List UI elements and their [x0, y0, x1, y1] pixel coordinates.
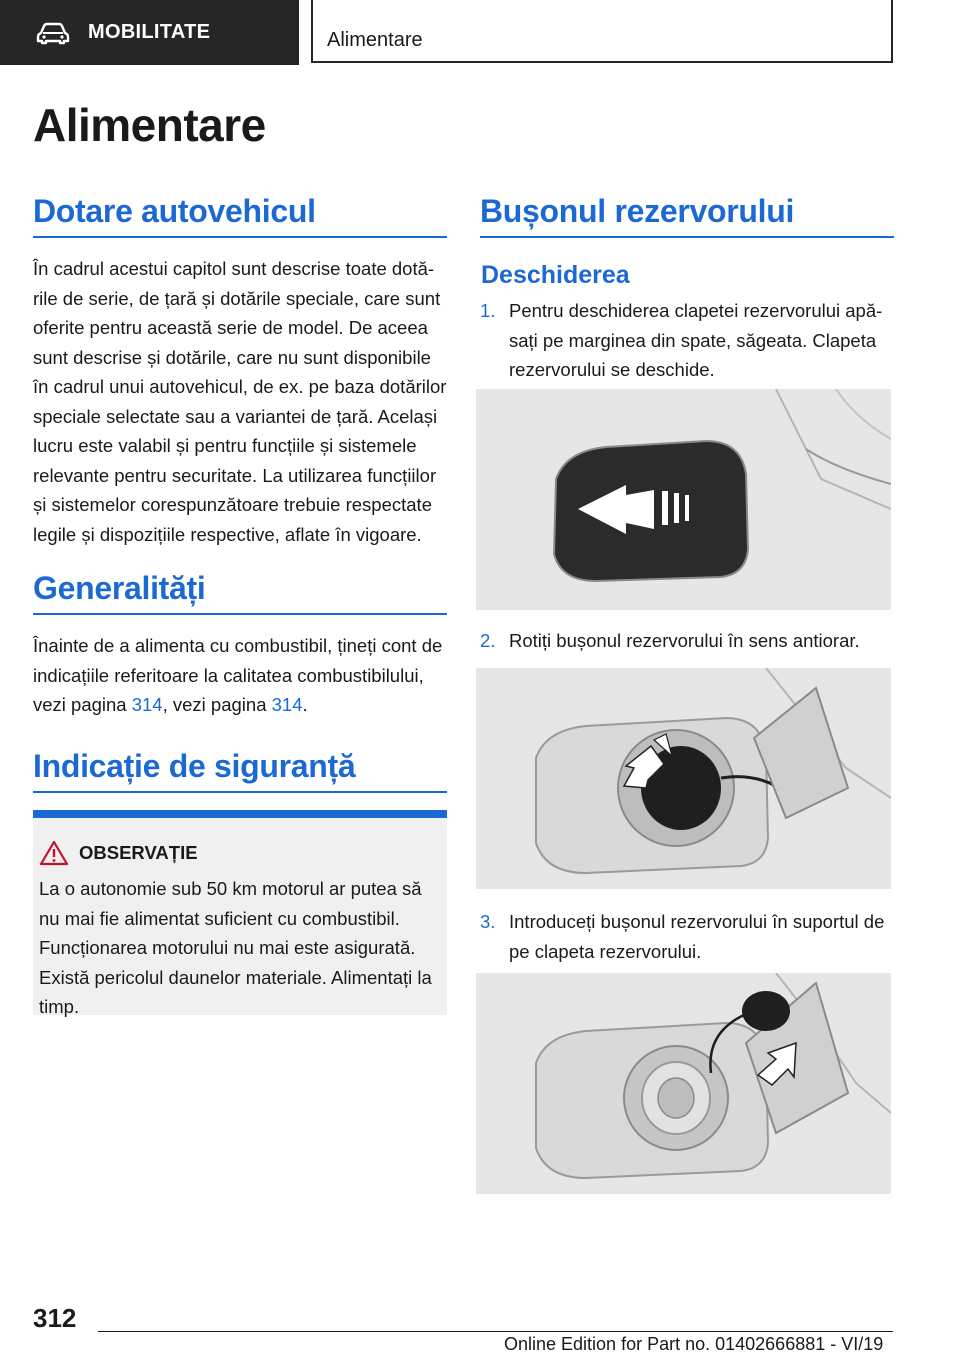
header-chapter-label: Alimentare	[327, 29, 423, 51]
subheading-deschiderea: Deschiderea	[481, 261, 630, 289]
step-number: 3.	[480, 911, 496, 932]
cap-in-holder-illustration	[476, 973, 891, 1194]
fuel-flap-closed-illustration	[476, 389, 891, 610]
step-number: 1.	[480, 300, 496, 321]
notice-text: La o autonomie sub 50 km motorul ar putea să nu mai fie alimentat suficient cu combustibil. Funcționarea motorului nu mai este asigurată. Există pericolul daunelor materiale. Alimentați la timp.	[39, 878, 432, 1017]
paragraph-generalitati	[33, 631, 449, 720]
step-3	[480, 907, 894, 966]
step-number: 2.	[480, 630, 496, 651]
page-link-314[interactable]: 314	[131, 694, 163, 715]
notice-title: OBSERVAȚIE	[79, 842, 198, 863]
step-text: Introduceți bușonul rezervorului în suportul de pe clapeta rezervorului.	[509, 911, 885, 962]
text-run: , vezi pagina	[162, 694, 272, 715]
page-title: Alimentare	[33, 99, 266, 151]
text-run: Înainte de a alimenta cu combustibil, țineți cont de indicațiile referitoare la calitatea combustibilului, vezi pagina	[33, 635, 443, 715]
heading-indicatie-siguranta: Indicație de siguranță	[33, 748, 447, 793]
paragraph-dotare: În cadrul acestui capitol sunt descrise toate dotările de serie, de țară și dotările speciale, care sunt oferite pentru această serie de model. De aceea sunt descrise și dotările, care nu sunt disponibile în cadrul unui autovehicul, de ex. pe baza dotărilor speciale selectate sau a variantei de țară. Același lucru este valabil și pentru funcțiile și sistemele relevante pentru securitate. La utilizarea funcțiilor și sistemelor corespunzătoare trebuie respectate legile și dispozițiile respective, aflate în vigoare.	[33, 258, 447, 545]
footer-divider	[98, 1331, 893, 1332]
car-icon	[36, 21, 70, 45]
turn-fuel-cap-illustration	[476, 668, 891, 889]
notice-box	[33, 810, 447, 1015]
heading-busonul-rezervorului: Bușonul rezervorului	[480, 193, 894, 238]
heading-generalitati: Generalități	[33, 570, 447, 615]
figure-turn-fuel-cap	[476, 668, 891, 889]
figure-cap-in-holder	[476, 973, 891, 1194]
heading-dotare-autovehicul: Dotare autovehicul	[33, 193, 447, 238]
header-section-tab[interactable]	[0, 0, 299, 65]
text-run: .	[302, 694, 308, 715]
header-section-label: MOBILITATE	[88, 21, 211, 43]
header-chapter-tab[interactable]	[311, 0, 893, 63]
step-2	[480, 626, 894, 656]
edition-text: Online Edition for Part no. 01402666881 - VI/19	[504, 1334, 884, 1354]
page-link-314-second[interactable]: 314	[271, 694, 303, 715]
warning-triangle-icon	[39, 840, 69, 866]
step-text: Rotiți bușonul rezervorului în sens antiorar.	[509, 630, 860, 651]
page-number: 312	[33, 1303, 77, 1333]
figure-fuel-flap-closed	[476, 389, 891, 610]
step-text: Pentru deschiderea clapetei rezervorului apăsați pe marginea din spate, săgeata. Clapeta rezervorului se deschide.	[509, 300, 883, 380]
step-1	[480, 296, 894, 385]
